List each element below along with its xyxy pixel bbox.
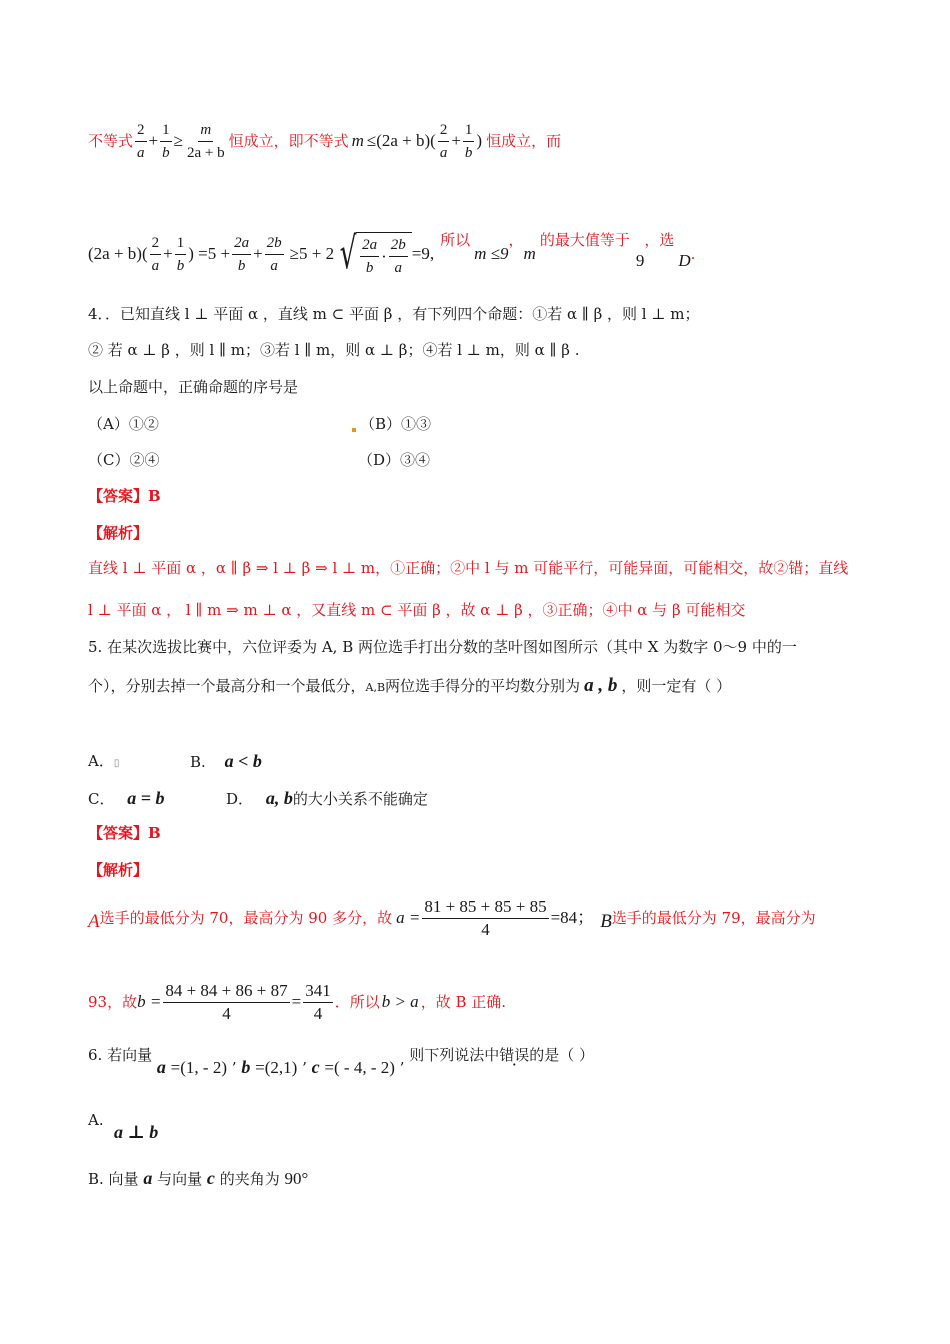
operator: + — [148, 131, 159, 150]
vector-value: =( - 4, - 2) — [324, 1058, 395, 1077]
vector-value: =(2,1) — [255, 1058, 298, 1077]
text: ， — [508, 231, 524, 249]
fraction: $\frac{84 + 84 + 86 + 87}{4}$ — [165, 980, 288, 1023]
text: 93，故 — [88, 993, 138, 1011]
text: 则下列说法中 — [409, 1046, 500, 1064]
q5-option-c — [88, 788, 165, 809]
math-var: m — [523, 244, 536, 263]
option-label: D． — [226, 790, 254, 808]
text: 的是（ ） — [529, 1046, 595, 1064]
math-var: B — [600, 911, 612, 932]
text: A,B — [365, 681, 386, 694]
math-number: 9 — [635, 251, 645, 270]
math-expr: a < b — [224, 751, 262, 771]
operator: + — [253, 244, 263, 263]
q5-analysis-heading: 【解析】 — [88, 861, 149, 879]
math-expr: a = — [396, 908, 421, 927]
math-expr: m ≤9 — [474, 244, 509, 263]
separator: ’ — [231, 1059, 237, 1077]
q4-option-c: （C）②④ — [88, 451, 160, 469]
text: 恒成立，而 — [486, 132, 562, 150]
fraction: $\frac{2b}{a}$ — [265, 232, 284, 277]
fraction: $\frac{1}{b}$ — [463, 119, 475, 164]
q4-analysis-heading: 【解析】 — [88, 524, 149, 542]
text: 的最大值等于 — [539, 231, 630, 249]
operator: + — [163, 244, 173, 263]
math-expr: b = — [137, 992, 162, 1011]
math-expr: ) — [476, 131, 483, 150]
q4-solution-line-1: 直线 l ⊥ 平面 α ，α ∥ β ⇒ l ⊥ β ⇒ l ⊥ m，①正确；②中 l 与 m 可能平行，可能异面，可能相交，故②错；直线 — [88, 559, 849, 577]
text: 两位选手得分的平均数分别为 — [385, 677, 581, 695]
math-expr: (2a + b)( — [88, 244, 148, 263]
math-expr: ≥5 + 2 — [289, 244, 335, 263]
option-label: A． — [88, 752, 114, 770]
square-root: √ $\frac{2a}{b}$ · $\frac{2b}{a}$ — [334, 228, 412, 280]
vector-a: a — [156, 1057, 166, 1077]
text: 的大小关系不能确定 — [292, 790, 428, 808]
text: 的夹角为 — [219, 1170, 280, 1188]
separator: ’ — [302, 1059, 307, 1077]
fraction: $\frac{1}{b}$ — [160, 119, 172, 164]
q5-solution-line-2 — [88, 978, 506, 1026]
text: ，故 B 正确. — [420, 993, 507, 1011]
math-vars: a, b — [265, 788, 293, 808]
q5-solution-line-1 — [88, 894, 816, 942]
math-var: D — [678, 251, 691, 270]
option-label: C． — [88, 790, 115, 808]
q6-stem — [88, 1045, 594, 1081]
text: ．所以 — [334, 993, 380, 1011]
fraction: $\frac{2a}{b}$ — [232, 232, 251, 277]
vector-c: c — [311, 1057, 320, 1077]
q5-answer: 【答案】B — [88, 824, 161, 842]
angle-value: 90° — [284, 1169, 309, 1188]
vector-a: a — [143, 1168, 153, 1188]
text: B. 向量 — [88, 1170, 139, 1188]
text: 恒成立，即不等式 — [228, 132, 349, 150]
fraction: $\frac{341}{4}$ — [305, 980, 331, 1023]
text: 与向量 — [157, 1170, 203, 1188]
math-expr: =84； — [550, 908, 595, 927]
math-expr: a = b — [127, 788, 165, 808]
text: 不等式 — [88, 132, 134, 150]
q4-prompt: 以上命题中，正确命题的序号是 — [88, 378, 299, 396]
text: 选手的最低分为 70，最高分为 90 多分，故 — [99, 909, 393, 927]
q4-option-b: （B）①③ — [360, 415, 432, 433]
operator: ≥ — [173, 131, 183, 150]
q4-solution-line-2: l ⊥ 平面 α ， l ∥ m ⇒ m ⊥ α ，又直线 m ⊂ 平面 β ，故 α ⊥ β ，③正确；④中 α 与 β 可能相交 — [88, 601, 746, 619]
operator: = — [291, 992, 302, 1011]
fraction: $\frac{81 + 85 + 85 + 85}{4}$ — [424, 896, 547, 939]
marker-dot — [352, 428, 356, 432]
solution-line-2 — [88, 226, 695, 282]
fraction: $\frac{2}{a}$ — [438, 119, 450, 164]
q6-option-b — [88, 1168, 308, 1189]
emphasized-text: 错误 — [499, 1046, 530, 1064]
vector-b: b — [241, 1057, 251, 1077]
text: . — [690, 245, 696, 263]
q5-stem-line-2 — [88, 676, 731, 698]
option-label: B. — [190, 753, 206, 771]
q4-option-b-row — [352, 414, 431, 434]
q4-stem-line-1: 4．．已知直线 l ⊥ 平面 α ，直线 m ⊂ 平面 β ，有下列四个命题：①若 α ∥ β ，则 l ⊥ m； — [88, 305, 700, 323]
text: 6. 若向量 — [88, 1046, 153, 1064]
fraction: $\frac{2}{a}$ — [135, 119, 147, 164]
q6-option-a-expr — [114, 1122, 158, 1143]
solution-line-1 — [88, 116, 561, 166]
math-expr: ≤(2a + b)( — [366, 131, 436, 150]
math-expr: b > a — [381, 992, 419, 1011]
q6-option-a-label: A. — [88, 1111, 104, 1129]
q4-answer: 【答案】B — [88, 487, 161, 505]
q5-option-d — [226, 788, 428, 809]
math-expr: ) =5 + — [188, 244, 231, 263]
text: ，则一定有（ ） — [621, 677, 732, 695]
vector-value: =(1, - 2) — [170, 1058, 227, 1077]
q4-stem-line-2: ② 若 α ⊥ β ，则 l ∥ m；③若 l ∥ m，则 α ⊥ β；④若 l ⊥ m，则 α ∥ β . — [88, 341, 580, 359]
math-expr: =9, — [411, 244, 435, 263]
text: 所以 — [440, 231, 471, 249]
vector-c: c — [206, 1168, 215, 1188]
math-vars: a , b — [584, 675, 618, 696]
text: ，选 — [644, 231, 675, 249]
separator: ’ — [399, 1059, 405, 1077]
q5-option-a — [88, 751, 119, 774]
q5-option-b — [190, 751, 262, 772]
math-expr: a ⊥ b — [114, 1122, 159, 1142]
fraction: $\frac{m}{2a + b}$ — [185, 119, 227, 164]
fraction: $\frac{1}{b}$ — [175, 232, 187, 277]
text: 个），分别去掉一个最高分和一个最低分， — [88, 677, 366, 695]
math-var: m — [351, 131, 364, 150]
broken-glyph: ▯ — [113, 758, 120, 769]
text: 选手的最低分为 79，最高分为 — [611, 909, 816, 927]
q5-stem-line-1: 5. 在某次选拔比赛中，六位评委为 A, B 两位选手打出分数的茎叶图如图所示（其中 X 为数字 0～9 中的一 — [88, 638, 797, 656]
q4-option-a: （A）①② — [88, 415, 159, 433]
math-var: A — [88, 911, 100, 932]
operator: + — [451, 131, 461, 150]
fraction: $\frac{2}{a}$ — [150, 232, 162, 277]
q4-option-d: （D）③④ — [358, 451, 431, 469]
